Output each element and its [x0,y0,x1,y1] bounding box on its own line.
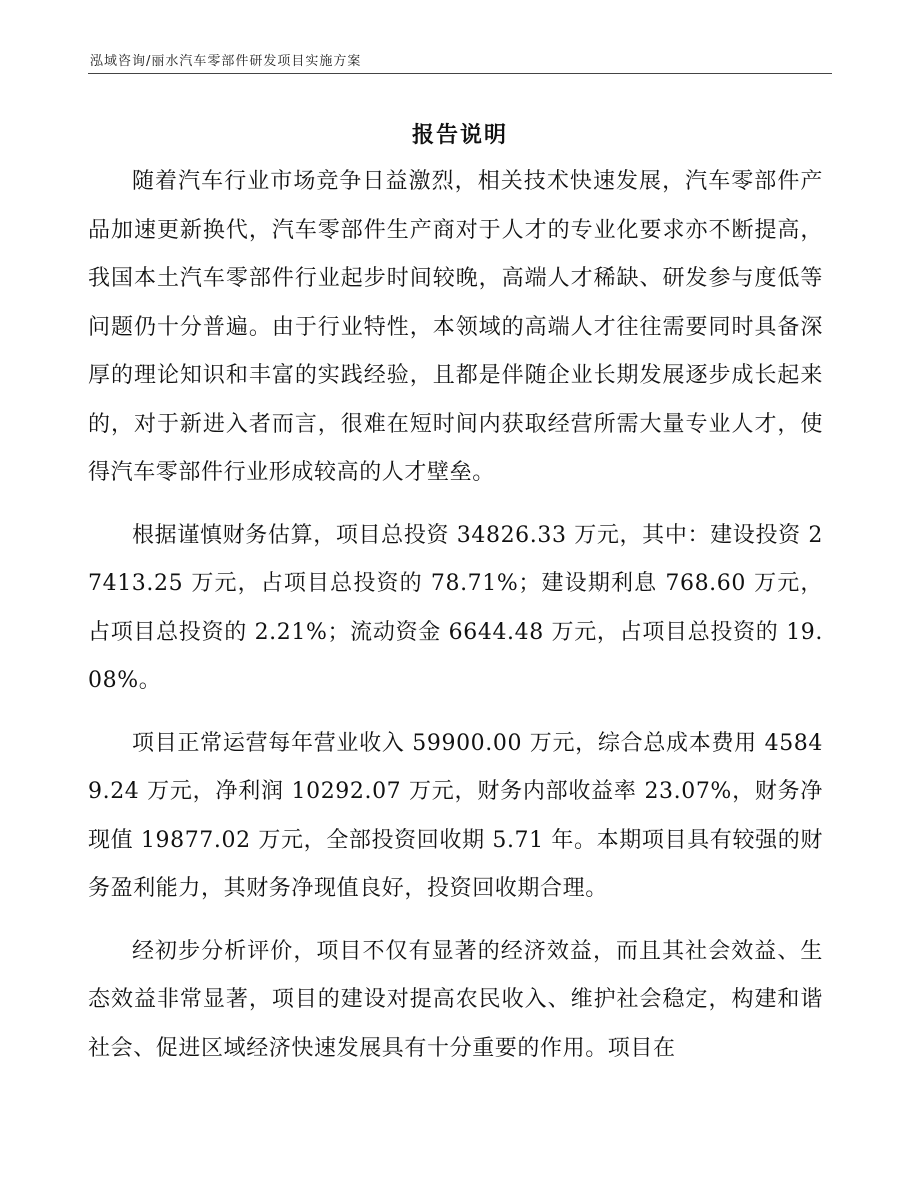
document-body [88,158,823,1087]
page-header: 泓域咨询/丽水汽车零部件研发项目实施方案 [90,54,362,69]
header-divider [88,73,832,74]
paragraph-financial-returns: 项目正常运营每年营业收入 59900.00 万元，综合总成本费用 45849.24 万元，净利润 10292.07 万元，财务内部收益率 23.07%，财务净现值 19877.02 万元，全部投资回收期 5.71 年。本期项目具有较强的财务盈利能力，其财务净现值良好，投资回收期合理。 [88,730,823,901]
paragraph-investment-estimate: 根据谨慎财务估算，项目总投资 34826.33 万元，其中：建设投资 27413.25 万元，占项目总投资的 78.71%；建设期利息 768.60 万元，占项目总投资的 2.21%；流动资金 6644.48 万元，占项目总投资的 19.08%。 [88,522,823,693]
section-title: 报告说明 [411,123,508,148]
paragraph-industry-background: 随着汽车行业市场竞争日益激烈，相关技术快速发展，汽车零部件产品加速更新换代，汽车零部件生产商对于人才的专业化要求亦不断提高，我国本土汽车零部件行业起步时间较晚，高端人才稀缺、研发参与度低等问题仍十分普遍。由于行业特性，本领域的高端人才往往需要同时具备深厚的理论知识和丰富的实践经验，且都是伴随企业长期发展逐步成长起来的，对于新进入者而言，很难在短时间内获取经营所需大量专业人才，使得汽车零部件行业形成较高的人才壁垒。 [88,169,823,485]
paragraph-evaluation: 经初步分析评价，项目不仅有显著的经济效益，而且其社会效益、生态效益非常显著，项目的建设对提高农民收入、维护社会稳定，构建和谐社会、促进区域经济快速发展具有十分重要的作用。项目在 [88,938,823,1061]
